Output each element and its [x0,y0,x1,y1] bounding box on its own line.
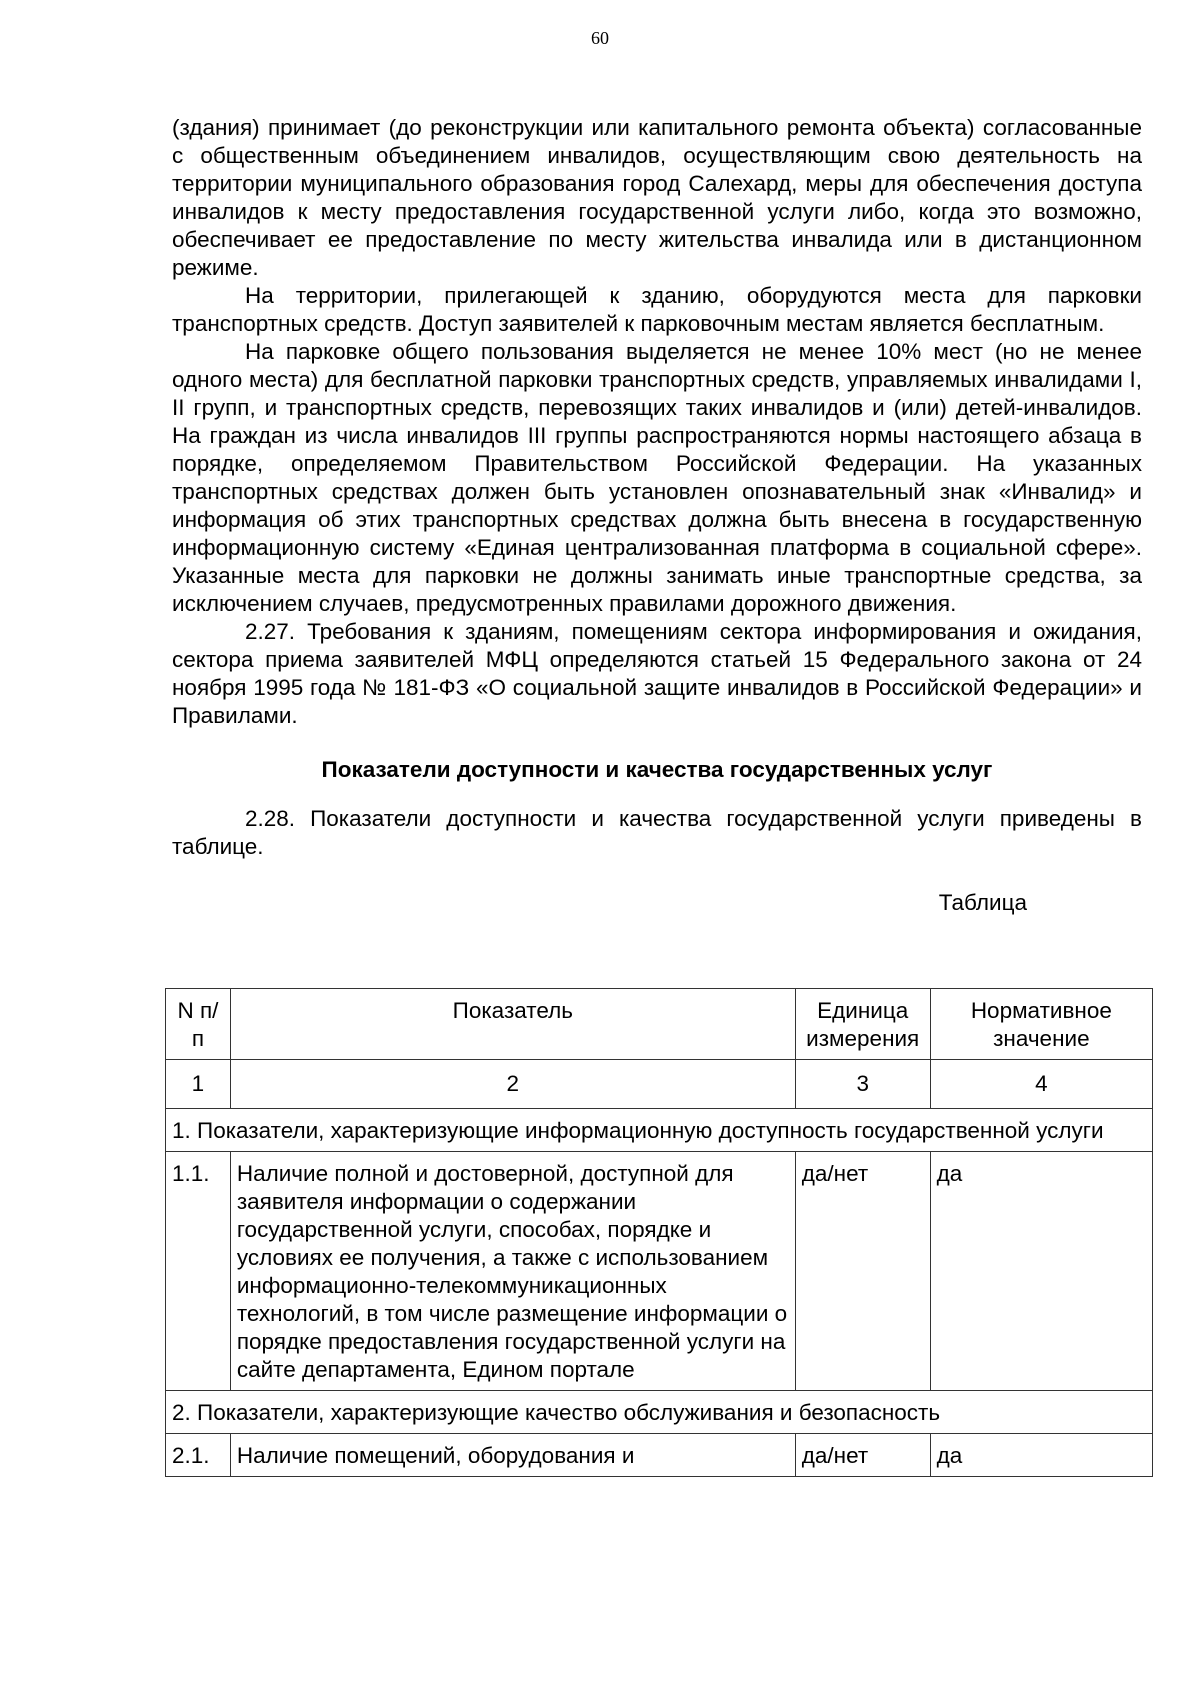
row-number: 2.1. [166,1434,231,1477]
indicators-table [165,988,1153,1477]
column-number-row [166,1060,1153,1109]
value-cell: да [930,1152,1152,1391]
column-number: 2 [230,1060,795,1109]
table-header-row [166,989,1153,1060]
group-title: 1. Показатели, характеризующие информационную доступность государственной услуги [166,1109,1153,1152]
indicator-text: Наличие помещений, оборудования и [230,1434,795,1477]
header-cell: Единица измерения [795,989,930,1060]
header-cell: N п/п [166,989,231,1060]
group-title: 2. Показатели, характеризующие качество обслуживания и безопасность [166,1391,1153,1434]
column-number: 3 [795,1060,930,1109]
header-cell: Нормативное значение [930,989,1152,1060]
table-row [166,1434,1153,1477]
column-number: 4 [930,1060,1152,1109]
paragraph: 2.27. Требования к зданиям, помещениям сектора информирования и ожидания, сектора приема заявителей МФЦ определяются статьей 15 Федерального закона от 24 ноября 1995 года № 181-ФЗ «О социальной защите инвалидов в Российской Федерации» и Правилами. [172,619,1142,728]
section-heading: Показатели доступности и качества государственных услуг [321,757,993,782]
paragraph: На парковке общего пользования выделяется не менее 10% мест (но не менее одного места) для бесплатной парковки транспортных средств, управляемых инвалидами I, II групп, и транспортных средств, перевозящих таких инвалидов и (или) детей-инвалидов. На граждан из числа инвалидов III группы распространяются нормы настоящего абзаца в порядке, определяемом Правительством Российской Федерации. На указанных транспортных средствах должен быть установлен опознавательный знак «Инвалид» и информация об этих транспортных средствах должна быть внесена в государственную информационную систему «Единая централизованная платформа в социальной сфере». Указанные места для парковки не должны занимать иные транспортные средства, за исключением случаев, предусмотренных правилами дорожного движения. [172,339,1142,616]
indicator-text: Наличие полной и достоверной, доступной для заявителя информации о содержании государственной услуги, способах, порядке и условиях ее получения, а также с использованием информационно-телекоммуникационных технологий, в том числе размещение информации о порядке предоставления государственной услуги на сайте департамента, Едином портале [230,1152,795,1391]
table-group-row [166,1109,1153,1152]
table-group-row [166,1391,1153,1434]
paragraph: (здания) принимает (до реконструкции или капитального ремонта объекта) согласованные с общественным объединением инвалидов, осуществляющим свою деятельность на территории муниципального образования город Салехард, меры для обеспечения доступа инвалидов к месту предоставления государственной услуги либо, когда это возможно, обеспечивает ее предоставление по месту жительства инвалида или в дистанционном режиме. [172,115,1142,280]
page-number: 60 [591,28,609,48]
column-number: 1 [166,1060,231,1109]
unit-cell: да/нет [795,1152,930,1391]
row-number: 1.1. [166,1152,231,1391]
header-cell: Показатель [230,989,795,1060]
table-caption: Таблица [938,890,1027,915]
value-cell: да [930,1434,1152,1477]
unit-cell: да/нет [795,1434,930,1477]
document-body [172,114,1142,938]
paragraph: На территории, прилегающей к зданию, оборудуются места для парковки транспортных средств. Доступ заявителей к парковочным местам является бесплатным. [172,283,1142,336]
paragraph: 2.28. Показатели доступности и качества государственной услуги приведены в таблице. [172,806,1142,859]
table-row [166,1152,1153,1391]
